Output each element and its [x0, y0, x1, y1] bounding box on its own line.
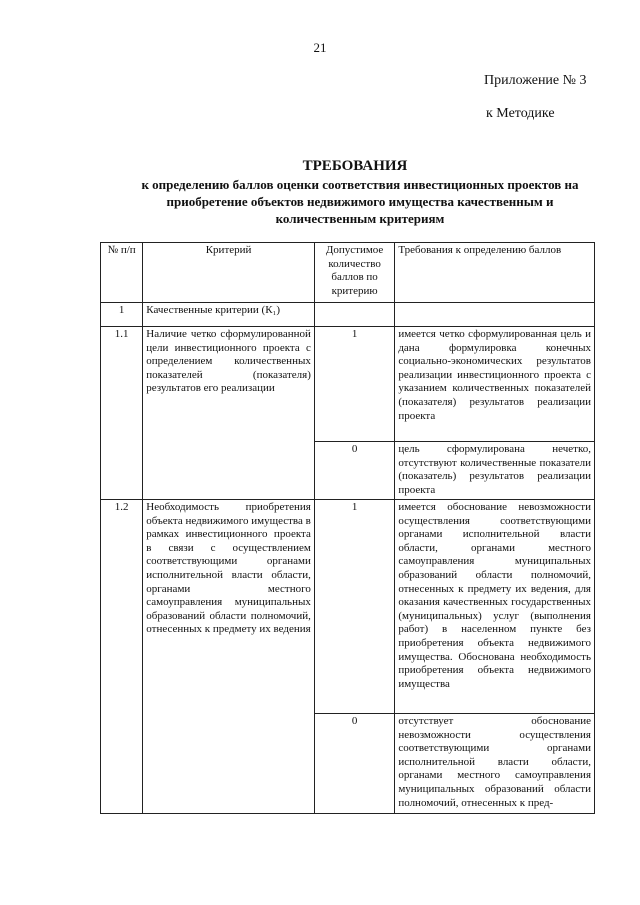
row-requirement: отсутствует обоснование невозможности осуществления соответствующими органами исполнительной власти области, органами местного самоуправления муниципальных образований области полномочий, отнесенных к пред-: [395, 714, 595, 814]
section-num: 1: [101, 303, 143, 327]
section-row: [101, 303, 595, 327]
row-criterion: Наличие четко сформулированной цели инвестиционного проекта с определением количественных показателей (показателя) результатов его реализации: [143, 327, 315, 500]
table-header-row: [101, 243, 595, 303]
row-requirement: имеется обоснование невозможности осуществления соответствующими органами исполнительной власти области, органами местного самоуправления муниципальных образований области полномочий, отнесенных к предмету их ведения, для оказания качественных государственных (муниципальных) услуг (выполнения работ) в населенном пункте без приобретения объекта недвижимого имущества. Обоснована необходимость приобретения объекта недвижимого имущества: [395, 500, 595, 714]
table-row: [101, 327, 595, 442]
row-num: 1.1: [101, 327, 143, 500]
row-criterion: Необходимость приобретения объекта недвижимого имущества в рамках инвестиционного проекта в связи с осуществлением соответствующими органами исполнительной власти области, органами местного самоуправления муниципальных образований области полномочий, отнесенных к предмету их ведения: [143, 500, 315, 814]
row-points: 0: [314, 442, 394, 500]
document-subtitle: к определению баллов оценки соответствия инвестиционных проектов на приобретение объектов недвижимого имущества качественным и количественным критериям: [141, 177, 579, 226]
row-requirement: цель сформулирована нечетко, отсутствуют количественные показатели (показатель) результатов реализации проекта: [395, 442, 595, 500]
row-requirement: имеется четко сформулированная цель и дана формулировка конечных социально-экономических результатов реализации инвестиционного проекта с указанием количественных показателей (показателя) результатов реализации проекта: [395, 327, 595, 442]
row-points: 1: [314, 327, 394, 442]
appendix-label: Приложение № 3: [484, 73, 587, 88]
requirements-table: [100, 242, 595, 814]
header-requirements: Требования к определению баллов: [395, 243, 595, 303]
page-number: 21: [313, 40, 327, 55]
table-row: [101, 500, 595, 714]
section-label: Качественные критерии (К₁): [143, 303, 315, 327]
header-criterion: Критерий: [143, 243, 315, 303]
row-points: 0: [314, 714, 394, 814]
row-num: 1.2: [101, 500, 143, 814]
row-points: 1: [314, 500, 394, 714]
document-title: ТРЕБОВАНИЯ: [302, 158, 408, 174]
section-requirements-empty: [395, 303, 595, 327]
header-points: Допустимое количество баллов по критерию: [314, 243, 394, 303]
header-num: № п/п: [101, 243, 143, 303]
method-reference: к Методике: [486, 106, 555, 121]
section-points-empty: [314, 303, 394, 327]
